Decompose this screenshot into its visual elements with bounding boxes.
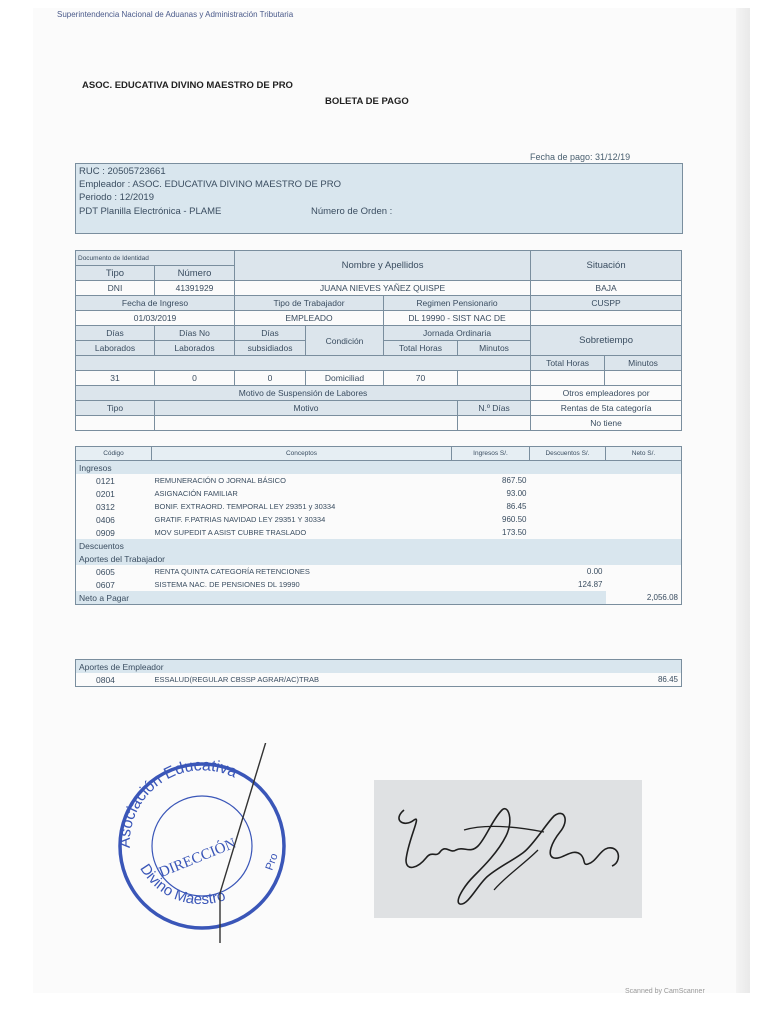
company-name: ASOC. EDUCATIVA DIVINO MAESTRO DE PRO <box>82 80 293 91</box>
col-ingresos: Ingresos S/. <box>452 447 530 461</box>
employer-contrib-table <box>75 659 682 687</box>
row-concept: SISTEMA NAC. DE PENSIONES DL 19990 <box>154 580 300 589</box>
sobre-minutos-header: Minutos <box>605 356 682 371</box>
rentas-header: Rentas de 5ta categoría <box>531 401 682 416</box>
susp-tipo-header: Tipo <box>76 401 155 416</box>
total-horas-header: Total Horas <box>384 341 458 356</box>
dias-no-laborados: 0 <box>155 371 235 386</box>
row-code: 0312 <box>96 501 115 512</box>
minutos-header: Minutos <box>458 341 531 356</box>
sobre-minutos <box>605 371 682 386</box>
period: Periodo : 12/2019 <box>79 192 155 203</box>
row-code: 0909 <box>96 527 115 538</box>
sheet-edge <box>736 8 750 993</box>
signature-box <box>374 780 642 918</box>
dias-laborados: 31 <box>76 371 155 386</box>
footer-mark: Scanned by CamScanner <box>625 988 705 995</box>
employer: Empleador : ASOC. EDUCATIVA DIVINO MAESTRO DE PRO <box>79 179 342 190</box>
row-code: 0804 <box>96 674 115 685</box>
stamp-arc-bottom: Divino Maestro <box>136 860 228 909</box>
fecha-ingreso-header: Fecha de Ingreso <box>76 296 235 311</box>
tipo-header: Tipo <box>76 266 155 281</box>
full-name: JUANA NIEVES YAÑEZ QUISPE <box>235 281 531 296</box>
table-row <box>76 474 682 487</box>
row-ingreso: 173.50 <box>502 528 527 537</box>
name-header: Nombre y Apellidos <box>235 251 531 281</box>
row-concept: ASIGNACIÓN FAMILIAR <box>154 489 238 498</box>
suspension-header: Motivo de Suspensión de Labores <box>76 386 531 401</box>
employer-contrib-section: Aportes de Empleador <box>76 660 682 674</box>
row-ingreso: 960.50 <box>502 515 527 524</box>
subsidiados-header: subsidiados <box>235 341 306 356</box>
dias-subsidiados: 0 <box>235 371 306 386</box>
doc-identity-header: Documento de Identidad <box>76 251 235 266</box>
table-row <box>76 500 682 513</box>
row-ingreso: 93.00 <box>506 489 527 498</box>
dias-sub-header: Días <box>235 326 306 341</box>
concepts-table <box>75 446 682 605</box>
neto-value: 2,056.08 <box>606 591 682 605</box>
condicion: Domiciliad <box>306 371 384 386</box>
col-conceptos: Conceptos <box>152 447 452 461</box>
institution-stamp <box>100 743 300 943</box>
fecha-ingreso: 01/03/2019 <box>76 311 235 326</box>
stamp-arc-top: Asociación Educativa <box>116 757 240 849</box>
jornada-header: Jornada Ordinaria <box>384 326 531 341</box>
table-row <box>76 487 682 500</box>
cuspp <box>531 311 682 326</box>
row-ingreso: 867.50 <box>502 476 527 485</box>
total-horas: 70 <box>384 371 458 386</box>
row-concept: ESSALUD(REGULAR CBSSP AGRAR/AC)TRAB <box>154 675 319 684</box>
tipo-trabajador-header: Tipo de Trabajador <box>235 296 384 311</box>
pay-date: Fecha de pago: 31/12/19 <box>530 152 631 162</box>
numero-header: Número <box>155 266 235 281</box>
regimen-header: Regimen Pensionario <box>384 296 531 311</box>
agency-name: Superintendencia Nacional de Aduanas y Administración Tributaria <box>57 10 294 19</box>
employer-info-box <box>75 163 683 234</box>
col-codigo: Código <box>76 447 152 461</box>
table-row <box>76 673 682 687</box>
sobre-total-horas-header: Total Horas <box>531 356 605 371</box>
stamp-center: DIRECCIÓN <box>156 835 239 881</box>
ruc: RUC : 20505723661 <box>79 166 166 177</box>
row-code: 0406 <box>96 514 115 525</box>
condicion-header: Condición <box>306 326 384 356</box>
row-amount: 86.45 <box>657 675 679 684</box>
susp-motivo-header: Motivo <box>155 401 458 416</box>
row-concept: REMUNERACIÓN O JORNAL BÁSICO <box>154 476 286 485</box>
row-concept: BONIF. EXTRAORD. TEMPORAL LEY 29351 y 30334 <box>154 502 336 511</box>
table-row <box>76 526 682 539</box>
neto-label: Neto a Pagar <box>76 591 606 605</box>
doc-type: DNI <box>76 281 155 296</box>
cuspp-header: CUSPP <box>531 296 682 311</box>
doc-title: BOLETA DE PAGO <box>325 96 409 107</box>
otros-empleadores-header: Otros empleadores por <box>531 386 682 401</box>
aportes-trabajador-section: Aportes del Trabajador <box>76 552 682 565</box>
row-descuento: 0.00 <box>586 567 603 576</box>
regimen: DL 19990 - SIST NAC DE <box>384 311 531 326</box>
row-code: 0121 <box>96 475 115 486</box>
handwritten-signature <box>374 780 642 918</box>
table-row <box>76 565 682 578</box>
stamp-pro: Pro <box>263 851 281 873</box>
descuentos-section: Descuentos <box>76 539 682 552</box>
susp-dias-header: N.º Días <box>458 401 531 416</box>
employee-table <box>75 250 682 431</box>
ingresos-section: Ingresos <box>76 461 682 475</box>
order-number: Número de Orden : <box>311 206 393 217</box>
row-concept: GRATIF. F.PATRIAS NAVIDAD LEY 29351 Y 30334 <box>154 515 326 524</box>
table-row <box>76 578 682 591</box>
dias-header: Días <box>76 326 155 341</box>
no-tiene: No tiene <box>531 416 682 431</box>
row-code: 0201 <box>96 488 115 499</box>
situacion-header: Situación <box>531 251 682 281</box>
table-row <box>76 513 682 526</box>
dias-no-header: Días No <box>155 326 235 341</box>
row-descuento: 124.87 <box>578 580 603 589</box>
row-ingreso: 86.45 <box>506 502 527 511</box>
row-code: 0605 <box>96 566 115 577</box>
sobre-total-horas <box>531 371 605 386</box>
minutos <box>458 371 531 386</box>
tipo-trabajador: EMPLEADO <box>235 311 384 326</box>
col-neto: Neto S/. <box>606 447 682 461</box>
doc-number: 41391929 <box>155 281 235 296</box>
pdt-label: PDT Planilla Electrónica - PLAME <box>79 206 222 217</box>
row-concept: MOV SUPEDIT A ASIST CUBRE TRASLADO <box>154 528 307 537</box>
no-laborados-header: Laborados <box>155 341 235 356</box>
situacion: BAJA <box>531 281 682 296</box>
col-descuentos: Descuentos S/. <box>530 447 606 461</box>
laborados-header: Laborados <box>76 341 155 356</box>
sobretiempo-header: Sobretiempo <box>531 326 682 356</box>
row-concept: RENTA QUINTA CATEGORÍA RETENCIONES <box>154 567 310 576</box>
row-code: 0607 <box>96 579 115 590</box>
